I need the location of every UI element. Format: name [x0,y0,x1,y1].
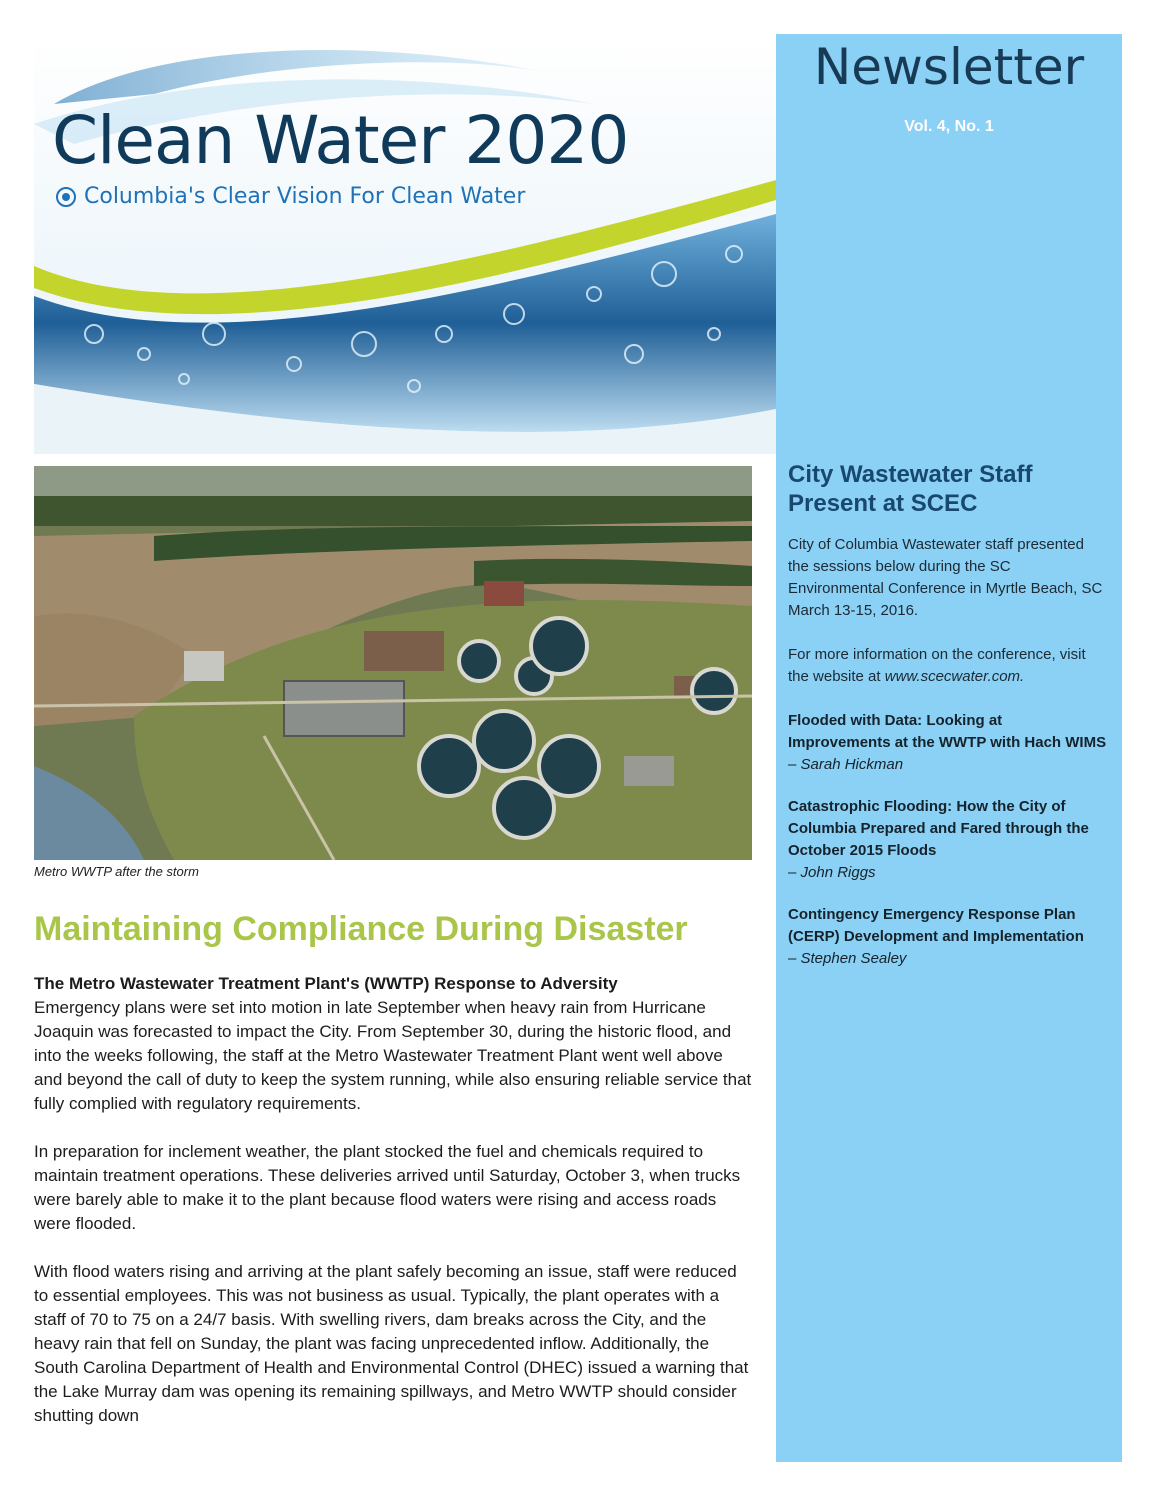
article-paragraph-text: Emergency plans were set into motion in late September when heavy rain from Hurricane Joaquin was forecasted to impact the City. From September 30, during the historic flood, and into the weeks following, the staff at the Metro Wastewater Treatment Plant went well above and beyond the call of duty to keep the system running, while also ensuring reliable service that fully complied with regulatory requirements. [34,998,752,1113]
article-paragraph: With flood waters rising and arriving at the plant safely becoming an issue, staff were reduced to essential employees. This was not business as usual. Typically, the plant operates with a staff of 70 to 75 on a 24/7 basis. With swelling rivers, dam breaks across the City, and the heavy rain that fell on Sunday, the plant was facing unprecedented inflow. Additionally, the South Carolina Department of Health and Environmental Control (DHEC) issued a warning that the Lake Murray dam was opening its remaining spillways, and Metro WWTP should consider shutting down [34,1262,749,1425]
aerial-photo-graphic [34,466,752,860]
session-item [788,796,1108,884]
wwtp-aerial-photo [34,466,752,860]
sidebar-intro: City of Columbia Wastewater staff presented the sessions below during the SC Environmental Conference in Myrtle Beach, SC March 13-15, 2016. [788,536,1103,619]
header-banner [34,34,776,454]
publication-title: Clean Water 2020 [52,102,629,179]
session-item [788,710,1108,776]
tagline-text: Columbia's Clear Vision For Clean Water [84,184,526,209]
session-title: Flooded with Data: Looking at Improvements at the WWTP with Hach WIMS [788,712,1107,751]
session-author: – John Riggs [788,864,876,881]
tagline [56,184,525,209]
sidebar-more-info [788,644,1108,688]
article-paragraph: In preparation for inclement weather, the plant stocked the fuel and chemicals required to maintain treatment operations. These deliveries arrived until Saturday, October 3, when trucks were barely able to make it to the plant because flood waters were rising and access roads were flooded. [34,1142,741,1233]
session-author: – Sarah Hickman [788,756,904,773]
sidebar-article [788,460,1108,990]
newsletter-label: Newsletter [813,38,1085,96]
water-splash [34,214,776,432]
session-title: Catastrophic Flooding: How the City of Columbia Prepared and Fared through the October 2015 Floods [788,798,1089,859]
water-wave-graphic [34,34,776,454]
website-link[interactable]: www.scecwater.com. [884,668,1025,685]
sidebar-column [776,34,1122,1462]
article-subtitle: The Metro Wastewater Treatment Plant's (WWTP) Response to Adversity [34,974,618,993]
article-paragraph [34,972,754,1116]
session-title: Contingency Emergency Response Plan (CERP) Development and Implementation [788,906,1084,945]
city-seal-icon [56,187,76,207]
article-title: Maintaining Compliance During Disaster [34,910,688,948]
sidebar-heading: City Wastewater Staff Present at SCEC [788,461,1033,517]
article-body [34,972,754,1452]
more-info-text: For more information on the conference, visit the website at [788,646,1086,685]
photo-caption: Metro WWTP after the storm [34,864,199,879]
volume-number: Vol. 4, No. 1 [904,118,994,135]
session-item [788,904,1108,970]
session-author: – Stephen Sealey [788,950,907,967]
